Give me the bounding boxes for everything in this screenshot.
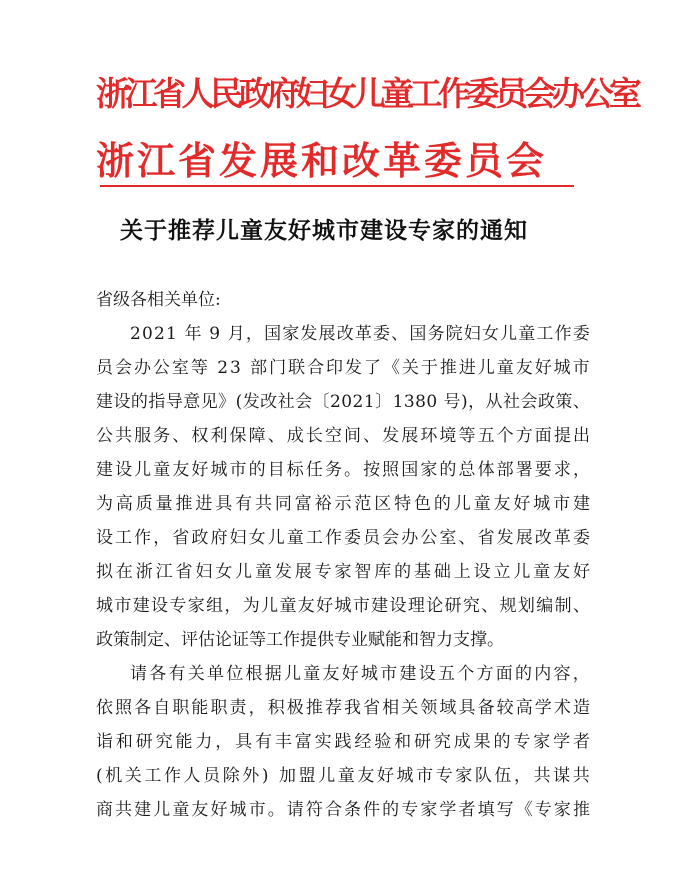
paragraph-line: 为 高 质 量 推 进 具 有 共 同 富 裕 示 范 区 特 色 的 儿 童 友 好 城 市 建 — [96, 494, 590, 514]
document-title: 关于推荐儿童友好城市建设专家的通知 — [120, 217, 528, 244]
red-divider — [100, 185, 574, 187]
paragraph-line: 2 0 2 1 年 9 月 ， 国 家 发 展 改 革 委 、 国 务 院 妇 女 儿 童 工 作 委 — [130, 324, 590, 344]
paragraph-line: 请 各 有 关 单 位 根 据 儿 童 友 好 城 市 建 设 五 个 方 面 的 内 容 ， — [130, 664, 590, 684]
paragraph-line: 城 市 建 设 专 家 组 ， 为 儿 童 友 好 城 市 建 设 理 论 研 究 、 规 划 编 制 、 — [96, 596, 590, 616]
paragraph-line: 员 会 办 公 室 等 2 3 部 门 联 合 印 发 了 《 关 于 推 进 儿 童 友 好 城 市 — [96, 358, 590, 378]
issuing-office-line1: 浙江省人民政府妇女儿童工作委员会办公室 — [96, 74, 638, 113]
salutation: 省级各相关单位: — [96, 290, 221, 310]
paragraph-line: 设 工 作 ， 省 政 府 妇 女 儿 童 工 作 委 员 会 办 公 室 、 省 发 展 改 革 委 — [96, 528, 590, 548]
paragraph-line: 依 照 各 自 职 能 职 责 ， 积 极 推 荐 我 省 相 关 领 域 具 备 较 高 学 术 造 — [96, 698, 590, 718]
paragraph-line: 商 共 建 儿 童 友 好 城 市 。 请 符 合 条 件 的 专 家 学 者 填 写 《 专 家 推 — [96, 800, 590, 820]
paragraph-line: 建 设 的 指 导 意 见 》 ( 发 改 社 会 〔 2 0 2 1 〕 1 3 8 0 号 ) ， 从 社 会 政 策 、 — [96, 392, 590, 412]
paragraph-line: 建 设 儿 童 友 好 城 市 的 目 标 任 务 。 按 照 国 家 的 总 体 部 署 要 求 ， — [96, 460, 590, 480]
issuing-office-line2: 浙江省发展和改革委员会 — [96, 139, 548, 183]
paragraph-line: ( 机 关 工 作 人 员 除 外 ) 加 盟 儿 童 友 好 城 市 专 家 队 伍 ， 共 谋 共 — [96, 766, 590, 786]
paragraph-line: 拟 在 浙 江 省 妇 女 儿 童 发 展 专 家 智 库 的 基 础 上 设 立 儿 童 友 好 — [96, 562, 590, 582]
paragraph-line: 公 共 服 务 、 权 利 保 障 、 成 长 空 间 、 发 展 环 境 等 五 个 方 面 提 出 — [96, 426, 590, 446]
paragraph-line: 政策制定、评估论证等工作提供专业赋能和智力支撑。 — [96, 630, 504, 650]
paragraph-line: 诣 和 研 究 能 力 ， 具 有 丰 富 实 践 经 验 和 研 究 成 果 的 专 家 学 者 — [96, 732, 590, 752]
